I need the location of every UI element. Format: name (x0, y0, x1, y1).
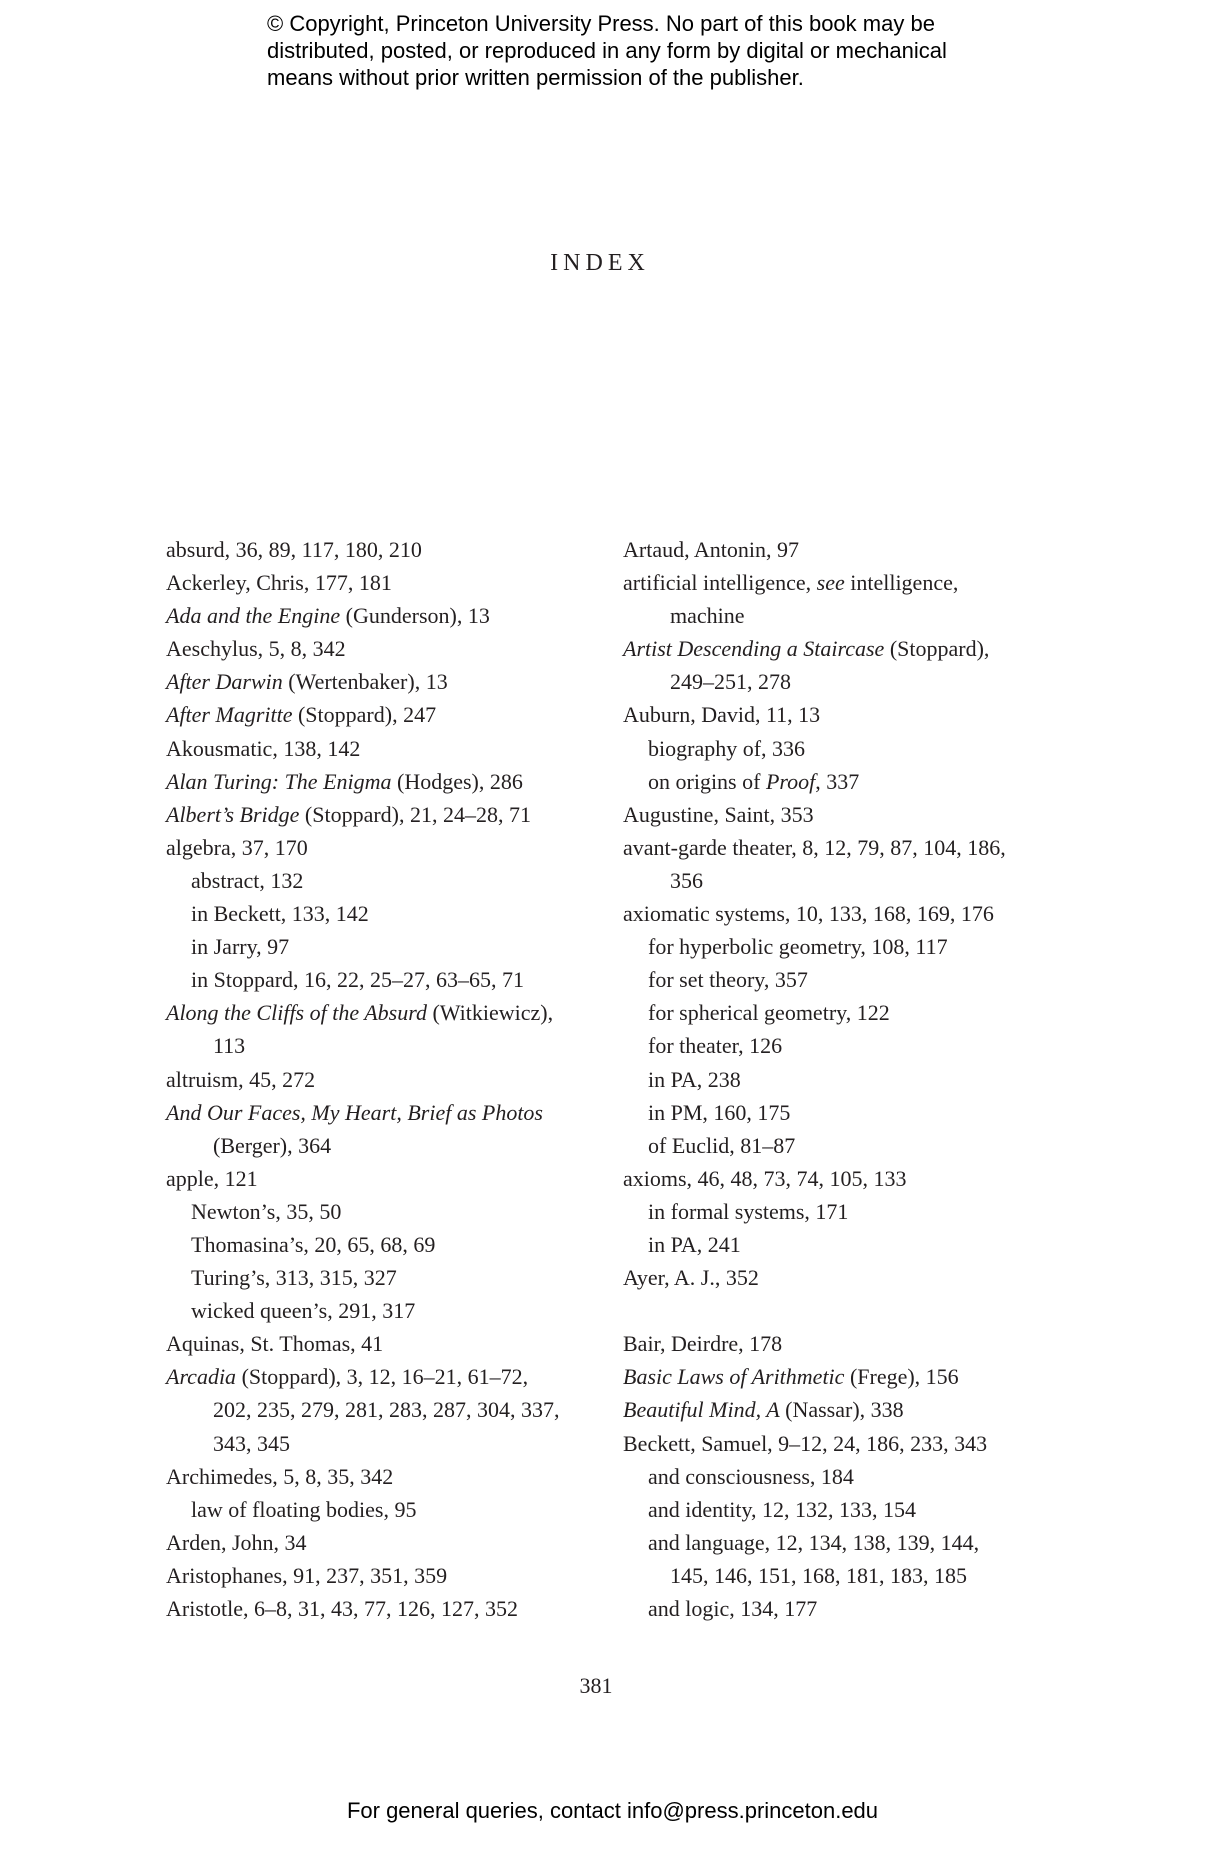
index-entry-text: (Frege), 156 (844, 1364, 959, 1390)
index-entry (623, 732, 1053, 765)
index-entry (623, 798, 1053, 831)
index-entry-text: in Jarry, 97 (191, 934, 290, 960)
index-entry-text: apple, 121 (166, 1165, 258, 1191)
index-section-gap (623, 1294, 1053, 1327)
copyright-line: distributed, posted, or reproduced in any form by digital or mechanical (267, 38, 947, 63)
index-entry-text: law of floating bodies, 95 (191, 1496, 417, 1522)
index-entry (166, 1427, 596, 1460)
index-entry-text: Aristotle, 6–8, 31, 43, 77, 126, 127, 352 (166, 1596, 518, 1621)
index-entry-text: axioms, 46, 48, 73, 74, 105, 133 (623, 1165, 907, 1191)
index-entry-text: 249–251, 278 (670, 669, 791, 695)
index-entry-text: axiomatic systems, 10, 133, 168, 169, 176 (623, 901, 994, 927)
index-entry-text: (Witkiewicz), (426, 1000, 554, 1026)
index-entry-text: absurd, 36, 89, 117, 180, 210 (166, 537, 422, 562)
index-entry (623, 963, 1053, 996)
index-entry-text: 343, 345 (213, 1430, 290, 1456)
index-entry-text: in PA, 238 (648, 1066, 741, 1092)
index-entry (166, 1294, 596, 1327)
index-entry-italic-text: Beautiful Mind, A (623, 1397, 780, 1423)
index-entry-text: Aristophanes, 91, 237, 351, 359 (166, 1562, 448, 1588)
index-entry-text: 356 (670, 867, 703, 893)
index-entry-text: Newton’s, 35, 50 (191, 1198, 342, 1224)
index-entry-text: and consciousness, 184 (648, 1463, 854, 1489)
index-entry-text: Archimedes, 5, 8, 35, 342 (166, 1463, 394, 1489)
index-entry-text: and logic, 134, 177 (648, 1596, 818, 1621)
copyright-line: means without prior written permission of the publisher. (267, 65, 804, 90)
index-entry (623, 533, 1053, 566)
index-entry-text: in formal systems, 171 (648, 1198, 849, 1224)
index-entry-italic-text: Albert’s Bridge (166, 801, 300, 827)
index-entry-text: (Berger), 364 (213, 1132, 332, 1158)
index-entry (623, 1460, 1053, 1493)
index-entry (623, 1327, 1053, 1360)
index-entry-text: and language, 12, 134, 138, 139, 144, (648, 1529, 980, 1555)
index-entry-text: and identity, 12, 132, 133, 154 (648, 1496, 917, 1522)
index-entry (166, 566, 596, 599)
index-entry-italic-text: Proof (765, 768, 816, 794)
index-entry-text: (Stoppard), 247 (292, 702, 437, 728)
index-entry-italic-text: Basic Laws of Arithmetic (623, 1364, 845, 1390)
index-entry (166, 864, 596, 897)
index-entry (623, 698, 1053, 731)
index-entry (166, 1129, 596, 1162)
index-entry-text: altruism, 45, 272 (166, 1066, 316, 1092)
index-entry-text: Artaud, Antonin, 97 (623, 537, 799, 562)
index-entry-text: avant-garde theater, 8, 12, 79, 87, 104, 186, (623, 834, 1006, 860)
index-entry (166, 1228, 596, 1261)
index-entry-text: of Euclid, 81–87 (648, 1132, 796, 1158)
index-entry-text: Ackerley, Chris, 177, 181 (166, 570, 392, 596)
index-entry (166, 1096, 596, 1129)
index-entry (166, 599, 596, 632)
index-entry (623, 632, 1053, 665)
index-entry-text: (Stoppard), 3, 12, 16–21, 61–72, (236, 1364, 529, 1390)
index-entry-italic-text: see (816, 570, 845, 596)
index-entry (166, 765, 596, 798)
index-entry (166, 1162, 596, 1195)
index-entry (166, 798, 596, 831)
index-entry-text: in PA, 241 (648, 1231, 741, 1257)
index-entry (623, 1195, 1053, 1228)
index-entry (623, 765, 1053, 798)
index-entry-italic-text: Alan Turing: The Enigma (166, 768, 392, 794)
index-entry-text: (Stoppard), 21, 24–28, 71 (299, 801, 532, 827)
index-entry (623, 599, 1053, 632)
copyright-line: © Copyright, Princeton University Press. No part of this book may be (267, 11, 935, 36)
index-entry-text: artificial intelligence, (623, 570, 817, 596)
index-entry (166, 1559, 596, 1592)
index-entry-text: for theater, 126 (648, 1033, 783, 1059)
index-entry-text: (Gunderson), 13 (340, 603, 490, 629)
index-entry-text: Bair, Deirdre, 178 (623, 1331, 783, 1357)
index-entry (623, 1096, 1053, 1129)
index-entry (166, 996, 596, 1029)
index-entry-text: Beckett, Samuel, 9–12, 24, 186, 233, 343 (623, 1430, 988, 1456)
page-number: 381 (579, 1673, 613, 1698)
index-entry-text: for spherical geometry, 122 (648, 1000, 890, 1026)
index-entry (166, 1592, 596, 1625)
index-entry (166, 1526, 596, 1559)
index-entry (623, 831, 1053, 864)
page-title: INDEX (550, 250, 650, 276)
index-entry (623, 1592, 1053, 1625)
footer-contact: For general queries, contact info@press.princeton.edu (346, 1798, 879, 1823)
index-entry (166, 1360, 596, 1393)
index-entry-text: abstract, 132 (191, 867, 304, 893)
index-entry (166, 1393, 596, 1426)
index-entry-text: on origins of (648, 768, 766, 794)
index-entry (623, 1427, 1053, 1460)
copyright-notice (267, 10, 1027, 91)
index-column-left (166, 533, 596, 1625)
index-entry (623, 1228, 1053, 1261)
index-entry (166, 1261, 596, 1294)
index-entry-text: algebra, 37, 170 (166, 834, 308, 860)
index-entry-italic-text: Arcadia (166, 1364, 237, 1390)
index-entry (166, 1460, 596, 1493)
index-entry-italic-text: And Our Faces, My Heart, Brief as Photos (166, 1099, 543, 1125)
index-column-right (623, 533, 1053, 1625)
index-entry-text: Aeschylus, 5, 8, 342 (166, 636, 346, 662)
index-entry (166, 1493, 596, 1526)
index-entry (166, 897, 596, 930)
index-entry (623, 1393, 1053, 1426)
index-entry (623, 566, 1053, 599)
index-entry-text: Augustine, Saint, 353 (623, 801, 814, 827)
index-entry-text: for hyperbolic geometry, 108, 117 (648, 934, 948, 960)
index-entry-italic-text: After Magritte (166, 702, 293, 728)
index-entry-text: (Wertenbaker), 13 (282, 669, 448, 695)
index-entry-text: Ayer, A. J., 352 (623, 1265, 759, 1291)
index-entry (166, 831, 596, 864)
index-entry-text: biography of, 336 (648, 735, 806, 761)
index-entry-text: intelligence, (844, 570, 959, 596)
index-entry-text: (Nassar), 338 (779, 1397, 904, 1423)
index-entry (166, 963, 596, 996)
index-entry-italic-text: Ada and the Engine (166, 603, 341, 629)
index-entry (166, 1029, 596, 1062)
index-entry (623, 1360, 1053, 1393)
index-entry-text: wicked queen’s, 291, 317 (191, 1298, 416, 1324)
index-entry-text: 145, 146, 151, 168, 181, 183, 185 (670, 1562, 967, 1588)
index-entry (166, 930, 596, 963)
index-entry-text: Thomasina’s, 20, 65, 68, 69 (191, 1231, 436, 1257)
index-entry (623, 665, 1053, 698)
index-entry-italic-text: Artist Descending a Staircase (623, 636, 885, 662)
index-entry-text: in Beckett, 133, 142 (191, 901, 369, 927)
index-entry (623, 1261, 1053, 1294)
index-entry-text: in PM, 160, 175 (648, 1099, 791, 1125)
index-entry (623, 996, 1053, 1029)
index-entry (166, 1327, 596, 1360)
index-entry (623, 1162, 1053, 1195)
index-entry-text: for set theory, 357 (648, 967, 808, 993)
index-entry-text: in Stoppard, 16, 22, 25–27, 63–65, 71 (191, 967, 525, 993)
index-entry-text: Aquinas, St. Thomas, 41 (166, 1331, 384, 1357)
index-entry (623, 897, 1053, 930)
index-entry (623, 1559, 1053, 1592)
index-entry (623, 1526, 1053, 1559)
index-entry (623, 1029, 1053, 1062)
index-entry (623, 1063, 1053, 1096)
index-entry-text: 202, 235, 279, 281, 283, 287, 304, 337, (213, 1397, 560, 1423)
index-entry (166, 698, 596, 731)
index-entry (623, 930, 1053, 963)
index-entry-text: machine (670, 603, 745, 629)
index-entry (166, 1195, 596, 1228)
index-entry-text: , 337 (815, 768, 860, 794)
index-entry-text: Turing’s, 313, 315, 327 (191, 1265, 397, 1291)
index-entry (166, 665, 596, 698)
index-entry (623, 1129, 1053, 1162)
index-entry-italic-text: Along the Cliffs of the Absurd (166, 1000, 427, 1026)
index-entry-text: Auburn, David, 11, 13 (623, 702, 821, 728)
index-entry-text: (Stoppard), (884, 636, 990, 662)
index-entry (623, 1493, 1053, 1526)
index-entry-text: (Hodges), 286 (391, 768, 523, 794)
index-entry (166, 1063, 596, 1096)
index-entry-text: Akousmatic, 138, 142 (166, 735, 361, 761)
index-entry-italic-text: After Darwin (166, 669, 283, 695)
index-entry (166, 533, 596, 566)
index-entry (166, 732, 596, 765)
index-entry-text: 113 (213, 1033, 246, 1059)
index-entry (623, 864, 1053, 897)
index-entry-text: Arden, John, 34 (166, 1529, 307, 1555)
index-entry (166, 632, 596, 665)
